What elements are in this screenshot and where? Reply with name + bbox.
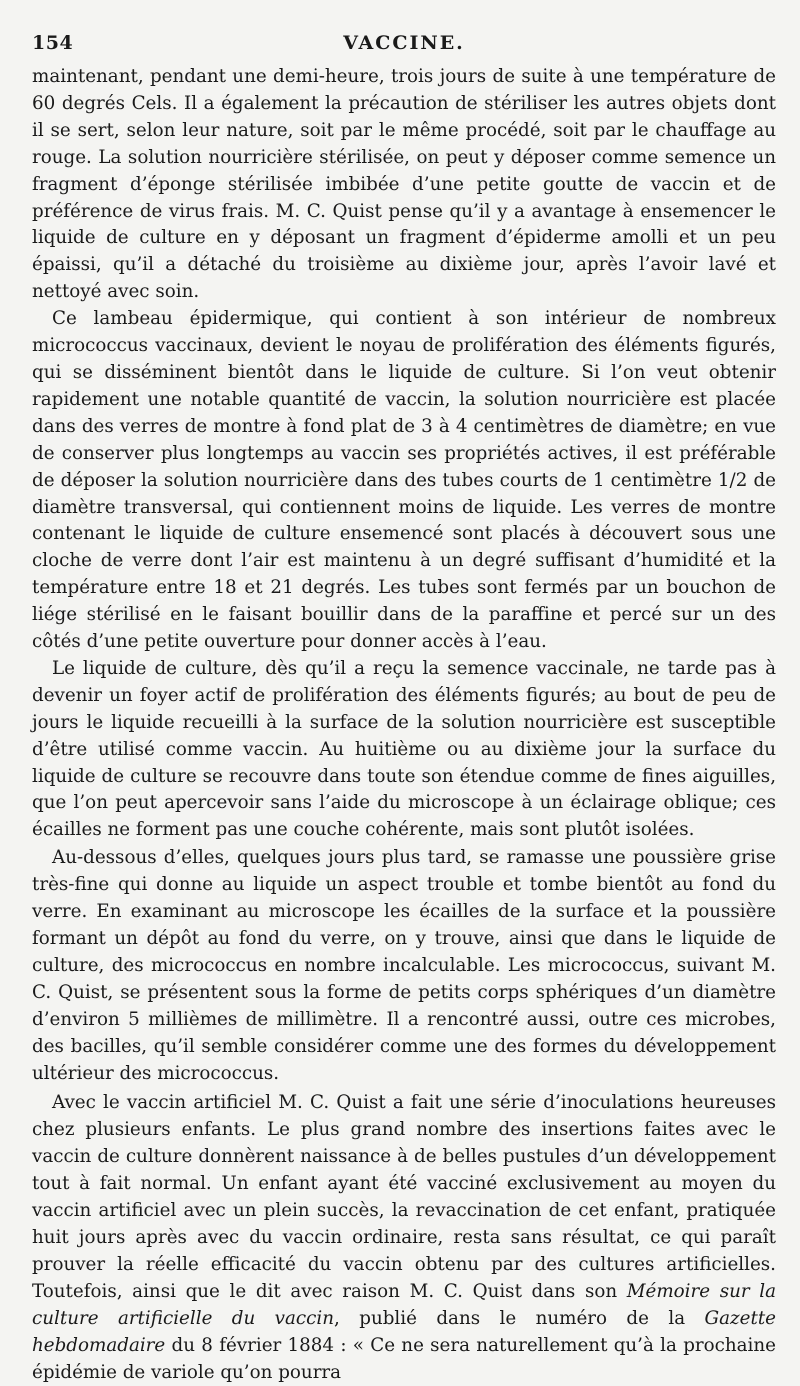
paragraph-2 bbox=[32, 306, 776, 656]
paragraph-2-text: Ce lambeau épidermique, qui contient à son intérieur de nombreux micrococcus vaccinaux, devient le noyau de prolifération des éléments figurés, qui se disséminent bientôt dans le liquide de culture. Si l’on veut obtenir rapidement une notable quantité de vaccin, la solution nourricière est placée dans des verres de montre à fond plat de 3 à 4 centimètres de diamètre; en vue de conserver plus longtemps au vaccin ses propriétés actives, il est préférable de déposer la solution nourricière dans des tubes courts de 1 centimètre 1/2 de diamètre transversal, qui contiennent moins de liquide. Les verres de montre contenant le liquide de culture ensemencé sont placés à découvert sous une cloche de verre dont l’air est maintenu à un degré suffisant d’humidité et la température entre 18 et 21 degrés. Les tubes sont fermés par un bouchon de liége stérilisé en le faisant bouillir dans de la paraffine et percé sur un des côtés d’une petite ouverture pour donner accès à l’eau. bbox=[32, 308, 776, 653]
memoir-title: Mémoire sur la culture artificielle du vaccin bbox=[32, 1280, 777, 1329]
paragraph-3 bbox=[32, 656, 776, 844]
paragraph-5-text-c: du 8 février 1884 : « Ce ne sera naturellement qu’à la prochaine épidémie de variole qu’on pourra bbox=[32, 1334, 776, 1383]
paragraph-1 bbox=[32, 64, 776, 306]
running-title: VACCINE. bbox=[343, 32, 465, 54]
body-text bbox=[32, 64, 776, 1386]
paragraph-4 bbox=[32, 845, 776, 1087]
paragraph-4-text: Au-dessous d’elles, quelques jours plus tard, se ramasse une poussière grise très-fine qui donne au liquide un aspect trouble et tombe bientôt au fond du verre. En examinant au microscope les écailles de la surface et la poussière formant un dépôt au fond du verre, on y trouve, ainsi que dans le liquide de culture, des micrococcus en nombre incalculable. Les micrococcus, suivant M. C. Quist, se présentent sous la forme de petits corps sphériques d’un diamètre d’environ 5 millièmes de millimètre. Il a rencontré aussi, outre ces microbes, des bacilles, qu’il semble considérer comme une des formes du développement ultérieur des micrococcus. bbox=[32, 847, 776, 1084]
paragraph-3-text: Le liquide de culture, dès qu’il a reçu la semence vaccinale, ne tarde pas à devenir un foyer actif de prolifération des éléments figurés; au bout de peu de jours le liquide recueilli à la surface de la solution nourricière est susceptible d’être utilisé comme vaccin. Au huitième ou au dixième jour la surface du liquide de culture se recouvre dans toute son étendue comme de fines aiguilles, que l’on peut apercevoir sans l’aide du microscope à un éclairage oblique; ces écailles ne forment pas une couche cohérente, mais sont plutôt isolées. bbox=[32, 657, 776, 841]
paragraph-5-text-b: , publié dans le numéro de la bbox=[334, 1307, 705, 1329]
paragraph-5-text-a: Avec le vaccin artificiel M. C. Quist a fait une série d’inoculations heureuses chez plusieurs enfants. Le plus grand nombre des insertions faites avec le vaccin de culture donnèrent naissance à de belles pustules d’un développement tout à fait normal. Un enfant ayant été vacciné exclusivement au moyen du vaccin artificiel avec un plein succès, la revaccination de cet enfant, pratiquée huit jours après avec du vaccin ordinaire, resta sans résultat, ce qui paraît prouver la réelle efficacité du vaccin obtenu par des cultures artificielles. Toutefois, ainsi que le dit avec raison M. C. Quist dans son bbox=[32, 1092, 776, 1302]
paragraph-5 bbox=[32, 1090, 776, 1386]
gazette-title: Gazette hebdomadaire bbox=[32, 1307, 776, 1356]
running-head bbox=[32, 30, 776, 64]
page-number: 154 bbox=[32, 32, 74, 54]
paragraph-1-text: maintenant, pendant une demi-heure, trois jours de suite à une température de 60 degrés Cels. Il a également la précaution de stériliser les autres objets dont il se sert, selon leur nature, soit par le même procédé, soit par le chauffage au rouge. La solution nourricière stérilisée, on peut y déposer comme semence un fragment d’éponge stérilisée imbibée d’une petite goutte de vaccin et de préférence de virus frais. M. C. Quist pense qu’il y a avantage à ensemencer le liquide de culture en y déposant un fragment d’épiderme amolli et un peu épaissi, qu’il a détaché du troisième au dixième jour, après l’avoir lavé et nettoyé avec soin. bbox=[32, 66, 776, 303]
